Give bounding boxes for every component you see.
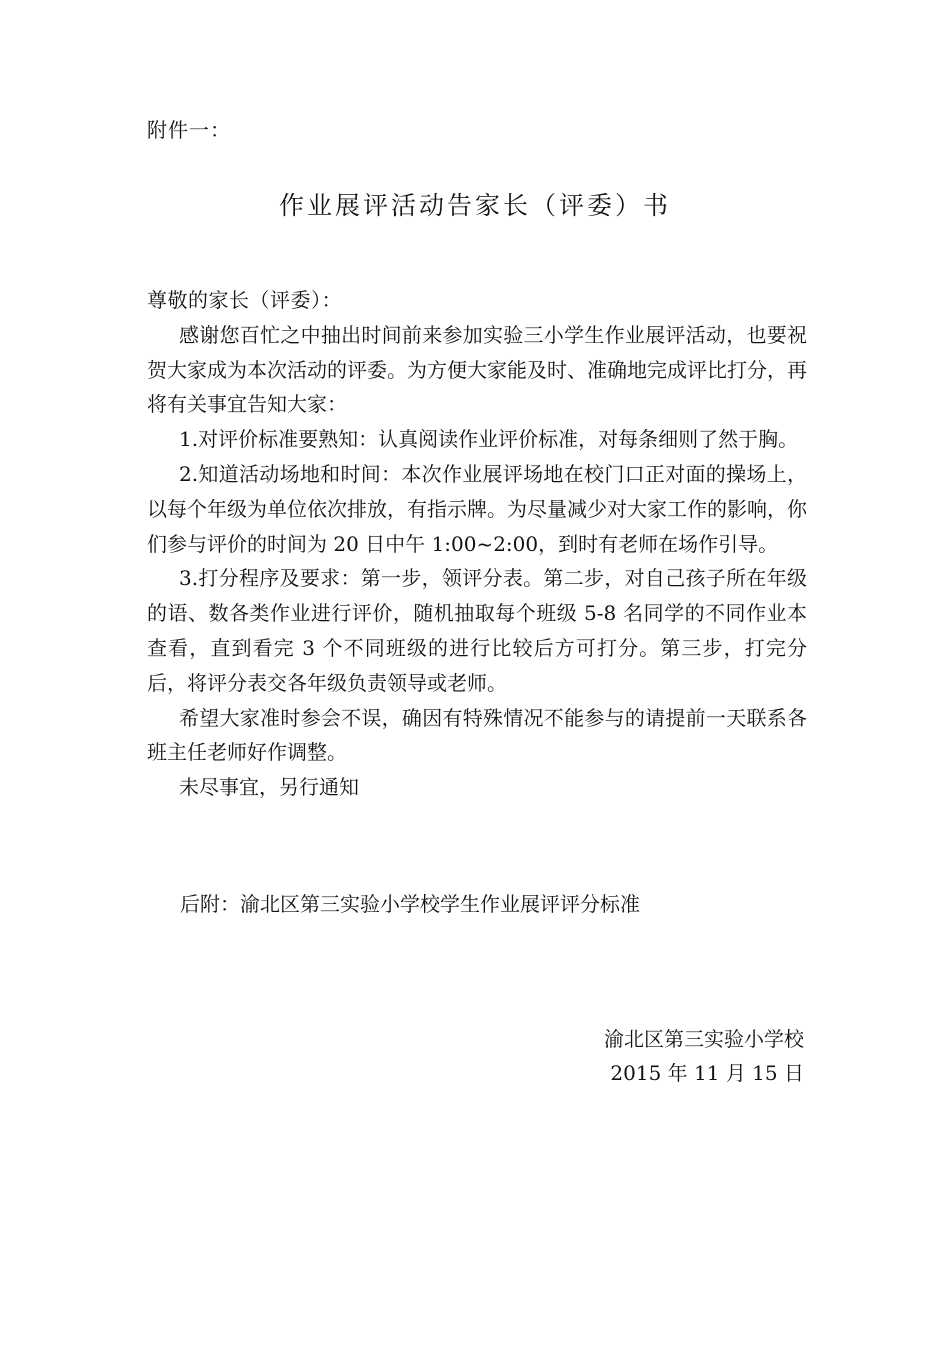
letter-body [147, 283, 807, 805]
issue-date: 2015 年 11 月 15 日 [610, 1061, 804, 1085]
appendix-note: 后附：渝北区第三实验小学校学生作业展评评分标准 [180, 892, 640, 916]
item-1-paragraph: 1.对评价标准要熟知：认真阅读作业评价标准，对每条细则了然于胸。 [179, 427, 799, 452]
closing-paragraph: 未尽事宜，另行通知 [179, 775, 359, 800]
item-3-paragraph: 3.打分程序及要求：第一步，领评分表。第二步，对自己孩子所在年级的语、数各类作业进行评价，随机抽取每个班级 5-8 名同学的不同作业本查看，直到看完 3 个不同班级的进行比较后方可打分。第三步，打完分后，将评分表交各年级负责领导或老师。 [147, 566, 807, 695]
salutation: 尊敬的家长（评委）： [147, 288, 342, 312]
intro-paragraph: 感谢您百忙之中抽出时间前来参加实验三小学生作业展评活动，也要祝贺大家成为本次活动的评委。为方便大家能及时、准确地完成评比打分，再将有关事宜告知大家： [147, 322, 807, 417]
item-2-paragraph: 2.知道活动场地和时间：本次作业展评场地在校门口正对面的操场上，以每个年级为单位依次排放，有指示牌。为尽量减少对大家工作的影响，你们参与评价的时间为 20 日中午 1:00~2:00，到时有老师在场作引导。 [147, 461, 807, 556]
school-name: 渝北区第三实验小学校 [604, 1027, 804, 1051]
document-title: 作业展评活动告家长（评委）书 [278, 191, 671, 220]
hope-paragraph: 希望大家准时参会不误，确因有特殊情况不能参与的请提前一天联系各班主任老师好作调整。 [147, 705, 807, 765]
signature-block [604, 1022, 804, 1090]
attachment-label: 附件一： [147, 118, 231, 142]
